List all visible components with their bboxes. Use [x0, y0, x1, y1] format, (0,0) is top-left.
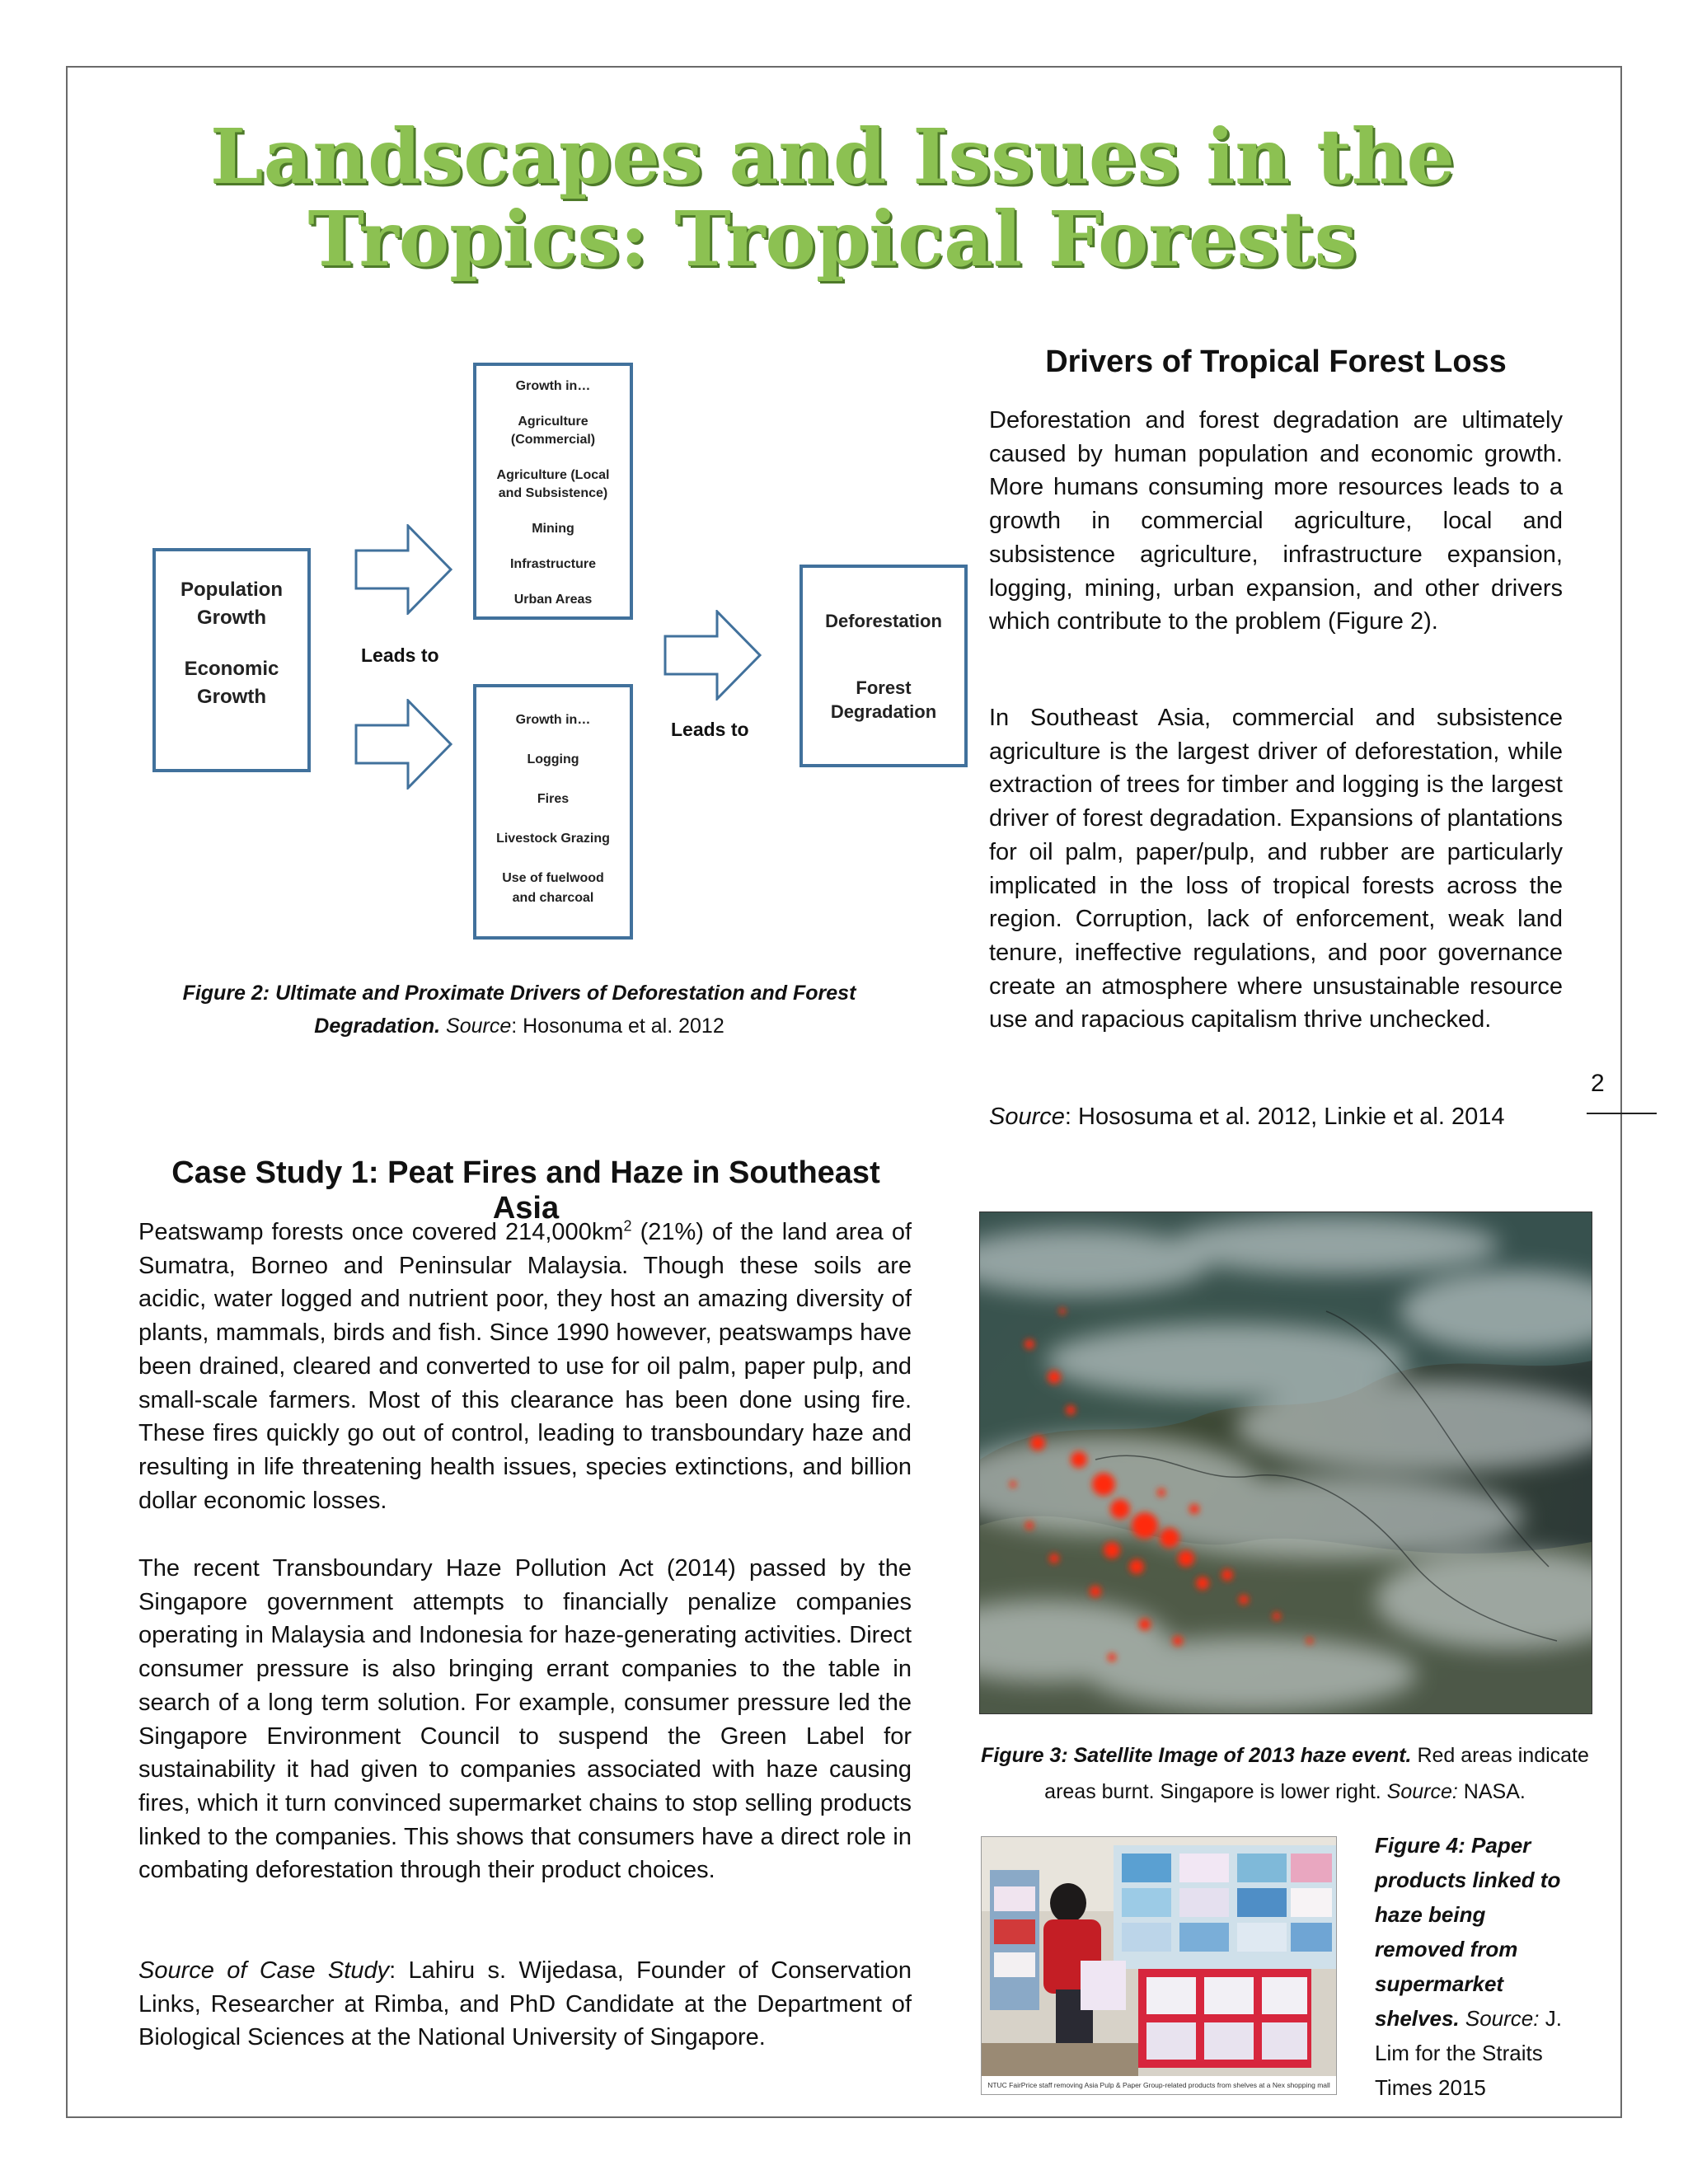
- title-line-1: Landscapes and Issues in the: [209, 112, 1456, 201]
- case-study-paragraph-2: The recent Transboundary Haze Pollution Act (2014) passed by the Singapore government attempts to financially penalize companies operating in Malaysia and Indonesia for haze-generating activities. Direct consumer pressure is also bringing errant companies to the table in search of a long term solution. For example, consumer pressure led the Singapore Environment Council to suspend the Green Label for sustainability it had given to companies associated with haze causing fires, which it turn convinced supermarket chains to stop selling products linked to the companies. This shows that consumers have a direct role in combating deforestation through their product choices.: [138, 1555, 912, 1884]
- drivers-diagram: [148, 354, 981, 948]
- leads-to-label-1: Leads to: [361, 644, 439, 666]
- figure3-caption: Figure 3: Satellite Image of 2013 haze event. Red areas indicate areas burnt. Singapore is lower right. Source: NASA.: [981, 1744, 1589, 1803]
- supermarket-photo: [981, 1836, 1337, 2095]
- arrow-right-icon: [354, 524, 453, 615]
- figure2-caption: Figure 2: Ultimate and Proximate Drivers of Deforestation and Forest Degradation. Source: Hosonuma et al. 2012: [182, 982, 856, 1038]
- page-title: [148, 112, 1517, 284]
- arrow-right-icon: [354, 699, 453, 790]
- deforestation-label: Deforestation: [825, 611, 942, 631]
- population-label: Population: [181, 579, 283, 601]
- case-study-source: Source of Case Study: Lahiru s. Wijedasa, Founder of Conservation Links, Researcher at Rimba, and PhD Candidate at the Department of Biological Sciences at the National University of Singapore.: [138, 1957, 912, 2051]
- drivers-paragraph-1: Deforestation and forest degradation are ultimately caused by human population and economic growth. More humans consuming more resources leads to a growth in commercial agriculture, local and subsistence agriculture, infrastructure expansion, logging, mining, urban expansion, and other drivers which contribute to the problem (Figure 2).: [989, 407, 1563, 635]
- case-study-heading: Case Study 1: Peat Fires and Haze in Southeast Asia: [171, 1155, 880, 1226]
- figure4-caption: Figure 4: Paper products linked to haze being removed from supermarket shelves. Source: J. Lim for the Straits Times 2015: [1375, 1833, 1562, 2100]
- population-economic-box: Population Growth Economic Growth: [152, 548, 311, 772]
- case-study-paragraph-1: Peatswamp forests once covered $214,000km^2$ (21%) of the land area of Sumatra, Borneo and Peninsular Malaysia. Though these soils are acidic, water logged and nutrient poor, they host an amazing diversity of plants, mammals, birds and fish. Since 1990 however, peatswamps have been drained, cleared and converted to use for oil palm, paper pulp, and small-scale farmers. Most of this clearance has been done using fire. These fires quickly go out of control, leading to transboundary haze and resulting in life threatening health issues, species extinctions, and billion dollar economic losses.: [138, 1217, 912, 1514]
- drivers-heading: Drivers of Tropical Forest Loss: [1045, 344, 1507, 379]
- drivers-source: Source: Hososuma et al. 2012, Linkie et al. 2014: [989, 1104, 1505, 1130]
- growth-top-box: Growth in… Agriculture (Commercial) Agriculture (Local and Subsistence) Mining Infrastructure Urban Areas: [473, 363, 633, 620]
- photo-caption: NTUC FairPrice staff removing Asia Pulp & Paper Group-related products from shelves at a Nex shopping mall: [982, 2076, 1336, 2094]
- drivers-paragraph-2: In Southeast Asia, commercial and subsistence agriculture is the largest driver of deforestation, while extraction of trees for timber and logging is the largest driver of forest degradation. Expansions of plantations for oil palm, paper/pulp, and rubber are particularly implicated in the loss of tropical forests across the region. Corruption, lack of enforcement, weak land tenure, ineffective regulations, and poor governance create an atmosphere where unsustainable resource use and rapacious capitalism thrive unchecked.: [989, 705, 1563, 1033]
- page-number: 2: [1591, 1070, 1605, 1097]
- satellite-haze-image: [979, 1212, 1592, 1714]
- growth-bottom-box: Growth in… Logging Fires Livestock Grazing Use of fuelwood and charcoal: [473, 684, 633, 940]
- title-line-2: Tropics: Tropical Forests: [307, 194, 1357, 284]
- economic-label: Economic: [184, 658, 279, 680]
- leads-to-label-2: Leads to: [671, 719, 749, 740]
- deforestation-degradation-box: Deforestation Forest Degradation: [799, 565, 968, 767]
- arrow-right-icon: [663, 610, 762, 701]
- page-number-rule: [1587, 1113, 1657, 1114]
- forest-label: Forest: [856, 677, 912, 698]
